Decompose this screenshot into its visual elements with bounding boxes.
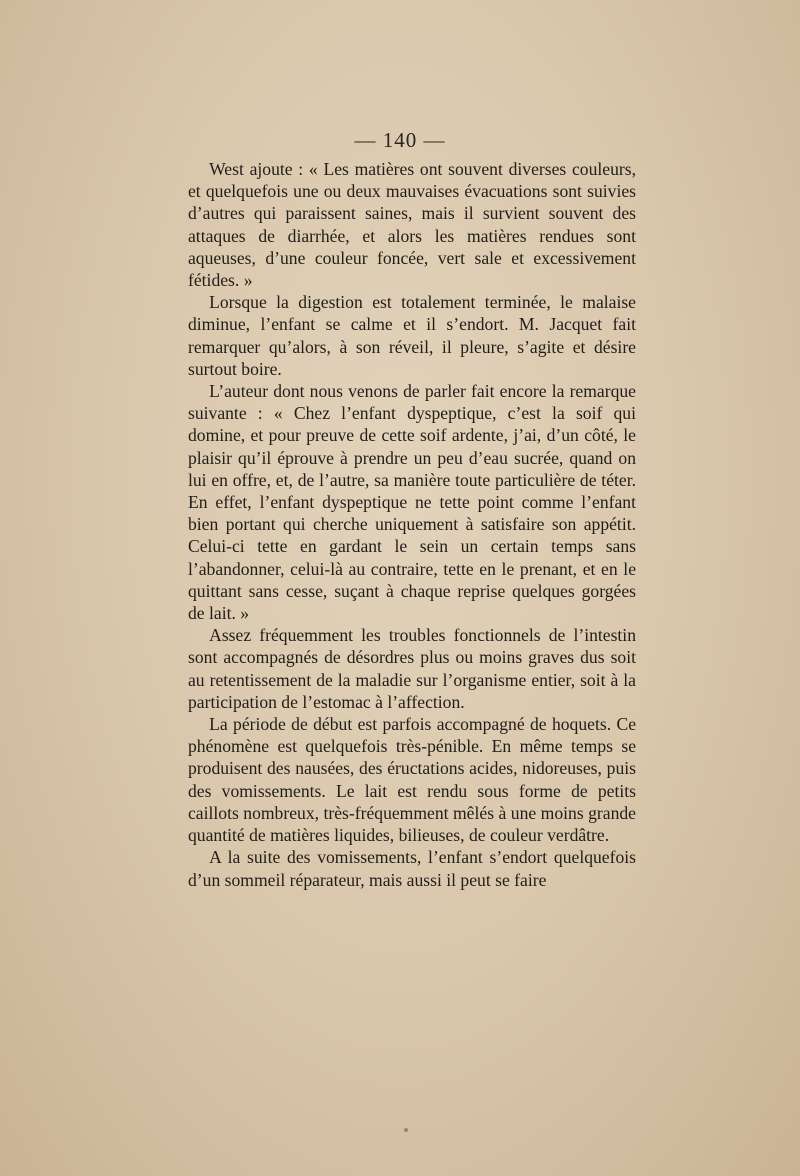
paragraph: West ajoute : « Les matières ont souvent diverses couleurs, et quelquefois une ou deux mauvaises évacuations sont suivies d’autres qui paraissent saines, mais il survient souvent des attaques de diarrhée, et alors les matières rendues sont aqueuses, d’une couleur foncée, vert sale et excessivement fétides. » — [188, 159, 636, 291]
paragraph: A la suite des vomissements, l’enfant s’endort quelquefois d’un sommeil réparateur, mais aussi il peut se faire — [188, 847, 636, 890]
ink-speck — [404, 1128, 408, 1132]
paragraph: L’auteur dont nous venons de parler fait encore la remarque suivante : « Chez l’enfant dyspeptique, c’est la soif qui domine, et pour preuve de cette soif ardente, j’ai, d’un côté, le plaisir qu’il éprouve à prendre un peu d’eau sucrée, quand on lui en offre, et, de l’autre, sa manière toute particulière de téter. En effet, l’enfant dyspeptique ne tette point comme l’enfant bien portant qui cherche uniquement à satisfaire son appétit. Celui-ci tette en gardant le sein un certain temps sans l’abandonner, celui-là au contraire, tette en le prenant, et en le quittant sans cesse, suçant à chaque reprise quelques gorgées de lait. » — [188, 381, 636, 624]
paragraph: Assez fréquemment les troubles fonctionnels de l’intestin sont accompagnés de désordres plus ou moins graves dus soit au retentissement de la maladie sur l’organisme entier, soit à la participation de l’estomac à l’affection. — [188, 625, 636, 712]
paragraph: Lorsque la digestion est totalement terminée, le malaise diminue, l’enfant se calme et il s’endort. M. Jacquet fait remarquer qu’alors, à son réveil, il pleure, s’agite et désire surtout boire. — [188, 292, 636, 379]
page-number-header: — 140 — — [354, 128, 446, 152]
paragraph: La période de début est parfois accompagné de hoquets. Ce phénomène est quelquefois très-pénible. En même temps se produisent des nausées, des éructations acides, nidoreuses, puis des vomissements. Le lait est rendu sous forme de petits caillots nombreux, très-fréquemment mêlés à une moins grande quantité de matières liquides, bilieuses, de couleur verdâtre. — [188, 714, 636, 846]
body-text — [188, 158, 636, 891]
